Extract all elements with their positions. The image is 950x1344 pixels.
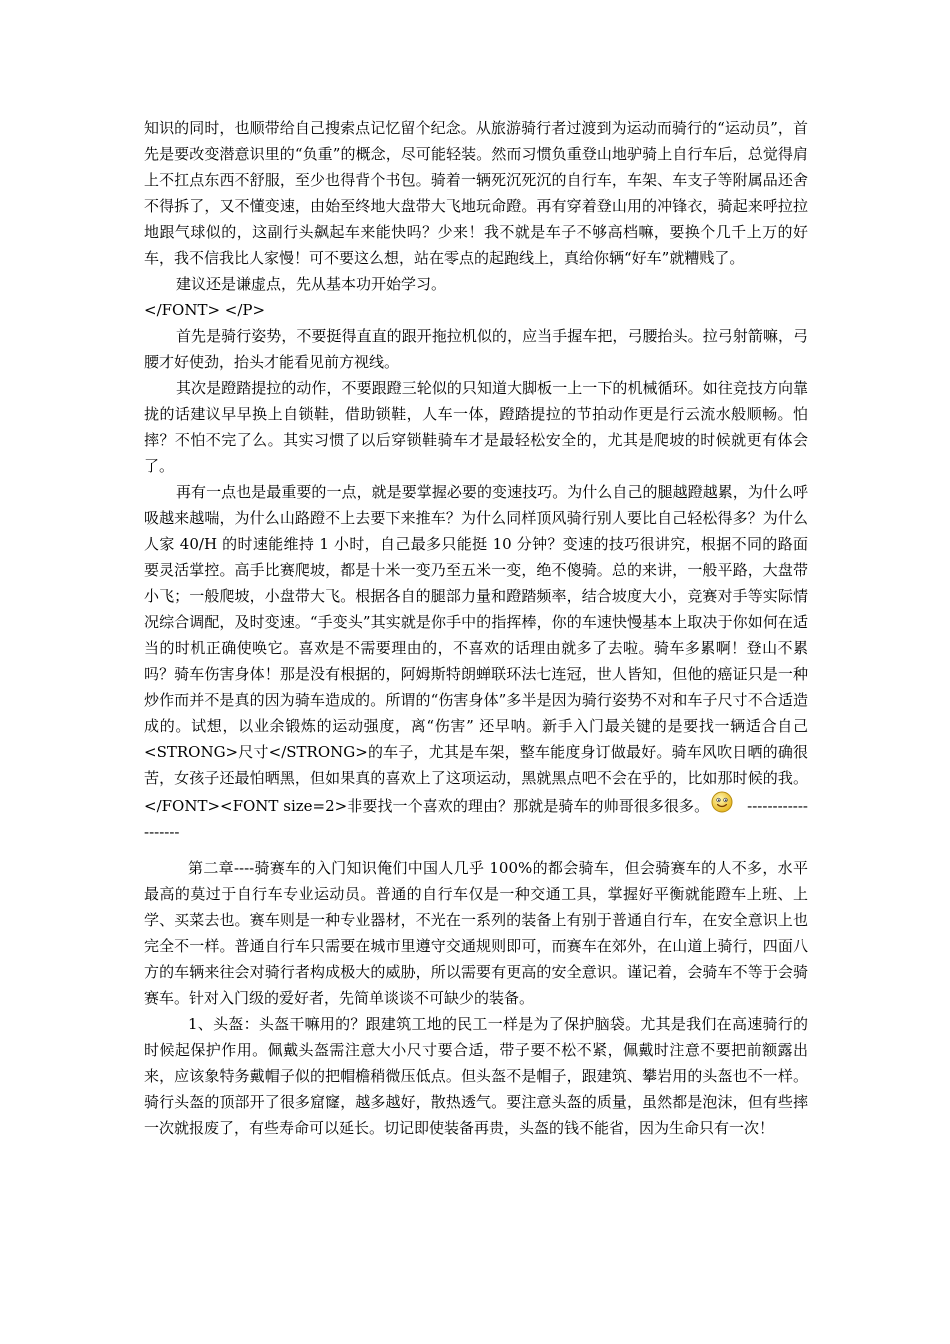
- paragraph-7: 第二章----骑赛车的入门知识俺们中国人几乎 100%的都会骑车，但会骑赛车的人不多，水平最高的莫过于自行车专业运动员。普通的自行车仅是一种交通工具，掌握好平衡就能蹬车上班、上学、买菜去也。赛车则是一种专业器材，不光在一系列的装备上有别于普通自行车，在安全意识上也完全不一样。普通自行车只需要在城市里遵守交通规则即可，而赛车在郊外，在山道上骑行，四面八方的车辆来往会对骑行者构成极大的威胁，所以需要有更高的安全意识。谨记着，会骑车不等于会骑赛车。针对入门级的爱好者，先简单谈谈不可缺少的装备。: [144, 859, 808, 1007]
- paragraph-8: 1、头盔：头盔干嘛用的？跟建筑工地的民工一样是为了保护脑袋。尤其是我们在高速骑行的时候起保护作用。佩戴头盔需注意大小尺寸要合适，带子要不松不紧，佩戴时注意不要把前额露出来，应该象特务戴帽子似的把帽檐稍微压低点。但头盔不是帽子，跟建筑、攀岩用的头盔也不一样。骑行头盔的顶部开了很多窟窿，越多越好，散热透气。要注意头盔的质量，虽然都是泡沫，但有些摔一次就报废了，有些寿命可以延长。切记即使装备再贵，头盔的钱不能省，因为生命只有一次！: [144, 1015, 808, 1137]
- paragraph-4: 首先是骑行姿势，不要挺得直直的跟开拖拉机似的，应当手握车把，弓腰抬头。拉弓射箭嘛，弓腰才好使劲，抬头才能看见前方视线。: [144, 327, 808, 371]
- separator-dashes: -------------------: [144, 797, 808, 841]
- paragraph-5: 其次是蹬踏提拉的动作，不要跟蹬三轮似的只知道大脚板一上一下的机械循环。如往竞技方向靠拢的话建议早早换上自锁鞋，借助锁鞋，人车一体，蹬踏提拉的节拍动作更是行云流水般顺畅。怕摔？不怕不完了么。其实习惯了以后穿锁鞋骑车才是最轻松安全的，尤其是爬坡的时候就更有体会了。: [144, 379, 808, 475]
- paragraph-6: [144, 479, 808, 845]
- paragraph-1: 知识的同时，也顺带给自己搜索点记忆留个纪念。从旅游骑行者过渡到为运动而骑行的“运动员”，首先是要改变潜意识里的“负重”的概念，尽可能轻装。然而习惯负重登山地驴骑上自行车后，总觉得肩上不扛点东西不舒服，至少也得背个书包。骑着一辆死沉死沉的自行车，车架、车支子等附属品还舍不得拆了，又不懂变速，由始至终地大盘带大飞地玩命蹬。再有穿着登山用的冲锋衣，骑起来呼拉拉地跟气球似的，这副行头飙起车来能快吗？少来！我不就是车子不够高档嘛，要换个几千上万的好车，我不信我比人家慢！可不要这么想，站在零点的起跑线上，真给你辆“好车”就糟贱了。: [144, 119, 808, 267]
- paragraph-6-text: 再有一点也是最重要的一点，就是要掌握必要的变速技巧。为什么自己的腿越蹬越累，为什么呼吸越来越喘，为什么山路蹬不上去要下来推车？为什么同样顶风骑行别人要比自己轻松得多？为什么人家 40/H 的时速能维持 1 小时，自己最多只能挺 10 分钟？变速的技巧很讲究，根据不同的路面要灵活掌控。高手比赛爬坡，都是十米一变乃至五米一变，绝不傻骑。总的来讲，一般平路，大盘带小飞；一般爬坡，小盘带大飞。根据各自的腿部力量和蹬踏频率，结合坡度大小，竞赛对手等实际情况综合调配，及时变速。“手变头”其实就是你手中的指挥棒，你的车速快慢基本上取决于你如何在适当的时机正确使唤它。喜欢是不需要理由的，不喜欢的话理由就多了去啦。骑车多累啊！登山不累吗？骑车伤害身体！那是没有根据的，阿姆斯特朗蝉联环法七连冠，世人皆知，但他的癌证只是一种炒作而并不是真的因为骑车造成的。所谓的“伤害身体”多半是因为骑行姿势不对和车子尺寸不合适造成的。试想，以业余锻炼的运动强度，离“伤害” 还早呐。新手入门最关键的是要找一辆适合自己<STRONG>尺寸</STRONG>的车子，尤其是车架，整车能度身订做最好。骑车风吹日晒的确很苦，女孩子还最怕晒黑，但如果真的喜欢上了这项运动，黑就黑点吧不会在乎的，比如那时候的我。 </FONT><FONT size=2>非要找一个喜欢的理由？那就是骑车的帅哥很多很多。: [144, 483, 808, 815]
- paragraph-2: 建议还是谦虚点，先从基本功开始学习。: [176, 275, 447, 293]
- spacer: [144, 845, 808, 855]
- smiley-face-icon: [711, 791, 733, 813]
- paragraph-3-markup: </FONT> </P>: [144, 301, 266, 319]
- document-page: [144, 115, 808, 1141]
